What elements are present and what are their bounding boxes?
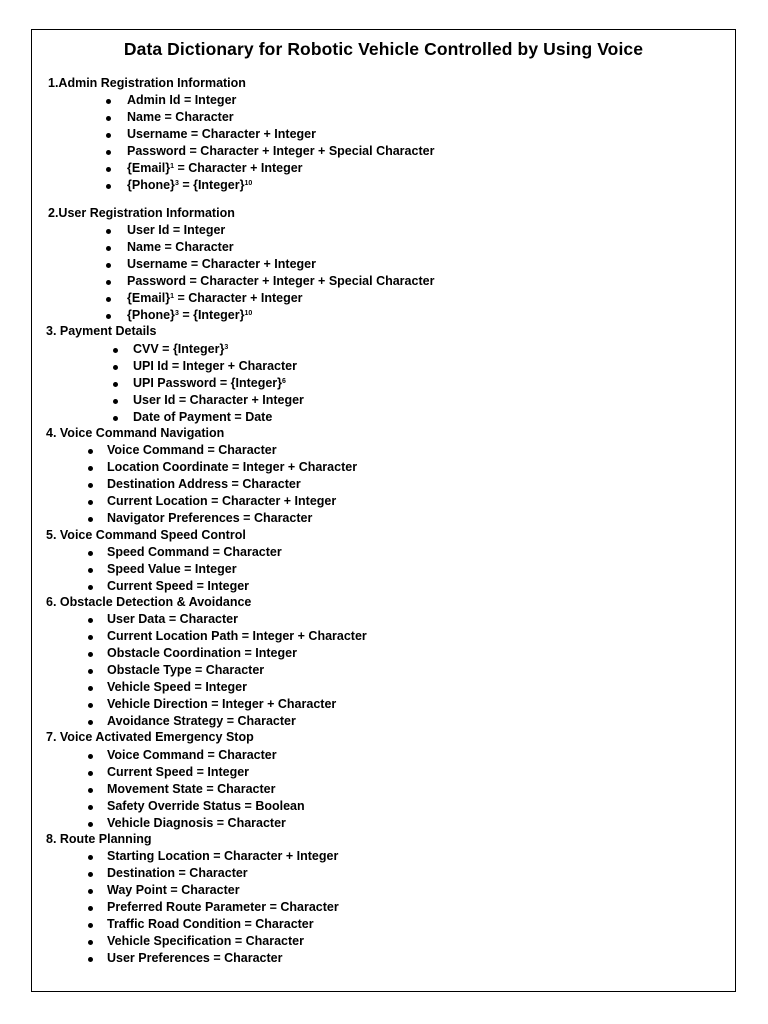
list-item-text: User Id = Character + Integer [133, 393, 304, 407]
superscript: 10 [244, 180, 253, 187]
list-item-text: UPI Password = {Integer}$^6$ [133, 376, 286, 390]
list-item-text: Obstacle Coordination = Integer [107, 646, 297, 660]
bullet-icon [88, 940, 93, 945]
bullet-icon [88, 906, 93, 911]
bullet-icon [88, 551, 93, 556]
list-item-text: User Data = Character [107, 612, 238, 626]
list-item-text: Password = Character + Integer + Special Character [127, 274, 435, 288]
bullet-icon [88, 652, 93, 657]
bullet-icon [106, 116, 111, 121]
bullet-icon [106, 167, 111, 172]
bullet-icon [113, 416, 118, 421]
section-heading: 7. Voice Activated Emergency Stop [46, 730, 254, 744]
list-item-text: Current Speed = Integer [107, 765, 250, 779]
bullet-icon [106, 184, 111, 189]
list-item-text: Date of Payment = Date [133, 410, 273, 424]
bullet-icon [88, 855, 93, 860]
superscript: 1 [170, 293, 174, 300]
list-item-text: Destination = Character [107, 866, 248, 880]
bullet-icon [88, 585, 93, 590]
list-item-text: Password = Character + Integer + Special Character [127, 144, 435, 158]
bullet-icon [88, 754, 93, 759]
list-item-text: Speed Value = Integer [107, 562, 237, 576]
bullet-icon [113, 382, 118, 387]
list-item-text: {Phone}$^3$ = {Integer}$^{10}$ [127, 178, 253, 192]
section-heading: 3. Payment Details [46, 324, 157, 338]
bullet-icon [88, 466, 93, 471]
list-item-text: UPI Id = Integer + Character [133, 359, 297, 373]
bullet-icon [88, 805, 93, 810]
section-heading: 4. Voice Command Navigation [46, 426, 225, 440]
list-item-text: Way Point = Character [107, 883, 240, 897]
list-item-text: Username = Character + Integer [127, 257, 316, 271]
list-item-text: Speed Command = Character [107, 545, 282, 559]
bullet-icon [106, 297, 111, 302]
bullet-icon [88, 635, 93, 640]
list-item-text: User Id = Integer [127, 223, 226, 237]
section-heading: 8. Route Planning [46, 832, 152, 846]
list-item-text: Preferred Route Parameter = Character [107, 900, 339, 914]
list-item-text: Movement State = Character [107, 782, 276, 796]
bullet-icon [88, 686, 93, 691]
list-item-text: Avoidance Strategy = Character [107, 714, 296, 728]
bullet-icon [106, 99, 111, 104]
bullet-icon [106, 229, 111, 234]
list-item-text: Voice Command = Character [107, 748, 277, 762]
superscript: 10 [244, 310, 253, 317]
list-item-text: Admin Id = Integer [127, 93, 237, 107]
list-item-text: CVV = {Integer}$^3$ [133, 342, 229, 356]
bullet-icon [88, 771, 93, 776]
list-item-text: Current Location Path = Integer + Character [107, 629, 367, 643]
list-item-text: Navigator Preferences = Character [107, 511, 313, 525]
list-item-text: Vehicle Diagnosis = Character [107, 816, 286, 830]
list-item-text: {Email}$^1$ = Character + Integer [127, 161, 303, 175]
bullet-icon [88, 923, 93, 928]
section-heading: 2.User Registration Information [48, 206, 235, 220]
bullet-icon [106, 314, 111, 319]
list-item-text: User Preferences = Character [107, 951, 283, 965]
list-item-text: Obstacle Type = Character [107, 663, 265, 677]
superscript: 3 [174, 180, 179, 187]
superscript: 3 [224, 344, 229, 351]
list-item-text: Safety Override Status = Boolean [107, 799, 305, 813]
bullet-icon [88, 618, 93, 623]
bullet-icon [113, 348, 118, 353]
section-heading: 5. Voice Command Speed Control [46, 528, 246, 542]
list-item-text: Traffic Road Condition = Character [107, 917, 314, 931]
bullet-icon [88, 449, 93, 454]
bullet-icon [88, 517, 93, 522]
bullet-icon [88, 720, 93, 725]
bullet-icon [88, 957, 93, 962]
bullet-icon [88, 788, 93, 793]
list-item-text: {Email}$^1$ = Character + Integer [127, 291, 303, 305]
list-item-text: Voice Command = Character [107, 443, 277, 457]
list-item-text: Location Coordinate = Integer + Character [107, 460, 358, 474]
bullet-icon [88, 872, 93, 877]
document-title: Data Dictionary for Robotic Vehicle Controlled by Using Voice [123, 39, 644, 59]
superscript: 6 [282, 378, 286, 385]
section-heading: 6. Obstacle Detection & Avoidance [46, 595, 252, 609]
bullet-icon [113, 399, 118, 404]
section-heading: 1.Admin Registration Information [48, 76, 246, 90]
bullet-icon [106, 263, 111, 268]
bullet-icon [88, 568, 93, 573]
list-item-text: Starting Location = Character + Integer [107, 849, 339, 863]
bullet-icon [106, 246, 111, 251]
bullet-icon [106, 280, 111, 285]
bullet-icon [88, 889, 93, 894]
bullet-icon [106, 133, 111, 138]
list-item-text: Name = Character [127, 240, 234, 254]
list-item-text: Destination Address = Character [107, 477, 301, 491]
bullet-icon [88, 822, 93, 827]
list-item-text: Name = Character [127, 110, 234, 124]
list-item-text: Vehicle Specification = Character [107, 934, 304, 948]
bullet-icon [88, 703, 93, 708]
list-item-text: Current Location = Character + Integer [107, 494, 337, 508]
bullet-icon [88, 500, 93, 505]
list-item-text: Vehicle Direction = Integer + Character [107, 697, 337, 711]
bullet-icon [106, 150, 111, 155]
bullet-icon [88, 669, 93, 674]
superscript: 1 [170, 163, 174, 170]
list-item-text: {Phone}$^3$ = {Integer}$^{10}$ [127, 308, 253, 322]
list-item-text: Current Speed = Integer [107, 579, 250, 593]
bullet-icon [113, 365, 118, 370]
list-item-text: Vehicle Speed = Integer [107, 680, 247, 694]
list-item-text: Username = Character + Integer [127, 127, 316, 141]
bullet-icon [88, 483, 93, 488]
superscript: 3 [174, 310, 179, 317]
